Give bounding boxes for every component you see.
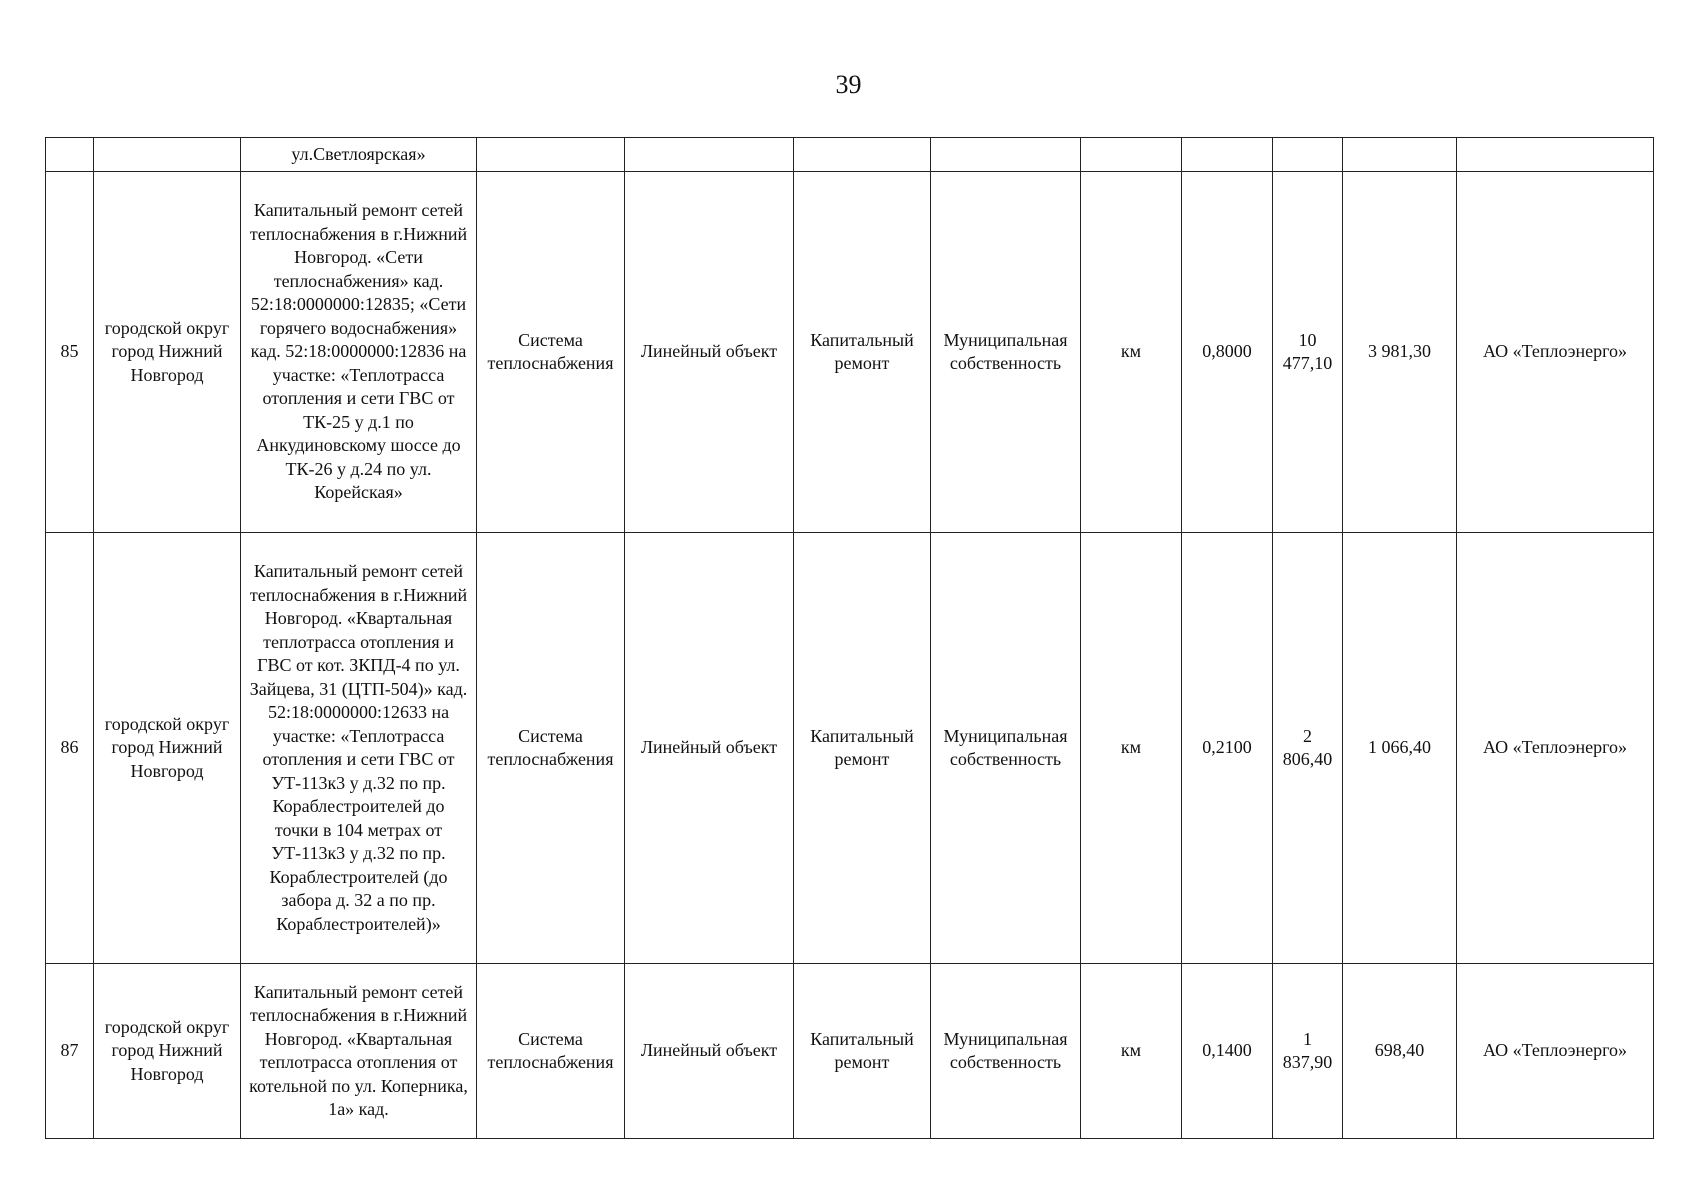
- amount-cell: 1 066,40: [1343, 533, 1457, 964]
- district-cell: городской округ город Нижний Новгород: [94, 533, 241, 964]
- owner-cell: АО «Теплоэнерго»: [1457, 964, 1654, 1139]
- system-cell: Система теплоснабжения: [477, 172, 625, 533]
- work-type-cell: Капитальный ремонт: [794, 533, 931, 964]
- ownership-cell: Муниципальная собственность: [931, 533, 1081, 964]
- ownership-cell: Муниципальная собственность: [931, 964, 1081, 1139]
- table-row: [46, 172, 1654, 533]
- object-type-cell: Линейный объект: [625, 172, 794, 533]
- object-type-cell: Линейный объект: [625, 533, 794, 964]
- amount-cell: 3 981,30: [1343, 172, 1457, 533]
- cost-cell: 10 477,10: [1273, 172, 1343, 533]
- system-cell: Система теплоснабжения: [477, 964, 625, 1139]
- work-type-cell: Капитальный ремонт: [794, 172, 931, 533]
- owner-cell: АО «Теплоэнерго»: [1457, 172, 1654, 533]
- amount-cell: 698,40: [1343, 964, 1457, 1139]
- system-cell: Система теплоснабжения: [477, 533, 625, 964]
- cost-cell: 2 806,40: [1273, 533, 1343, 964]
- description-cell: Капитальный ремонт сетей теплоснабжения в г.Нижний Новгород. «Квартальная теплотрасса отопления от котельной по ул. Коперника, 1а» кад.: [241, 964, 477, 1139]
- table-row: [46, 533, 1654, 964]
- work-type-cell: Капитальный ремонт: [794, 964, 931, 1139]
- description-cell: Капитальный ремонт сетей теплоснабжения в г.Нижний Новгород. «Квартальная теплотрасса отопления и ГВС от кот. ЗКПД-4 по ул. Зайцева, 31 (ЦТП-504)» кад. 52:18:0000000:12633 на участке: «Теплотрасса отопления и сети ГВС от УТ-113к3 у д.32 по пр. Кораблестроителей до точки в 104 метрах от УТ-113к3 у д.32 по пр. Кораблестроителей (до забора д. 32 а по пр. Кораблестроителей)»: [241, 533, 477, 964]
- length-cell: 0,2100: [1182, 533, 1273, 964]
- length-cell: 0,8000: [1182, 172, 1273, 533]
- unit-cell: км: [1081, 964, 1182, 1139]
- table-row: [46, 964, 1654, 1139]
- row-number-cell: 86: [46, 533, 94, 964]
- description-cell: ул.Светлоярская»: [241, 138, 477, 172]
- cost-cell: 1 837,90: [1273, 964, 1343, 1139]
- table-row: [46, 138, 1654, 172]
- owner-cell: АО «Теплоэнерго»: [1457, 533, 1654, 964]
- object-type-cell: Линейный объект: [625, 964, 794, 1139]
- projects-table: [45, 137, 1654, 1139]
- ownership-cell: Муниципальная собственность: [931, 172, 1081, 533]
- district-cell: городской округ город Нижний Новгород: [94, 172, 241, 533]
- row-number-cell: 85: [46, 172, 94, 533]
- unit-cell: км: [1081, 533, 1182, 964]
- row-number-cell: 87: [46, 964, 94, 1139]
- page-number: 39: [835, 70, 862, 99]
- length-cell: 0,1400: [1182, 964, 1273, 1139]
- district-cell: городской округ город Нижний Новгород: [94, 964, 241, 1139]
- description-cell: Капитальный ремонт сетей теплоснабжения в г.Нижний Новгород. «Сети теплоснабжения» кад. 52:18:0000000:12835; «Сети горячего водоснабжения» кад. 52:18:0000000:12836 на участке: «Теплотрасса отопления и сети ГВС от ТК-25 у д.1 по Анкудиновскому шоссе до ТК-26 у д.24 по ул. Корейская»: [241, 172, 477, 533]
- unit-cell: км: [1081, 172, 1182, 533]
